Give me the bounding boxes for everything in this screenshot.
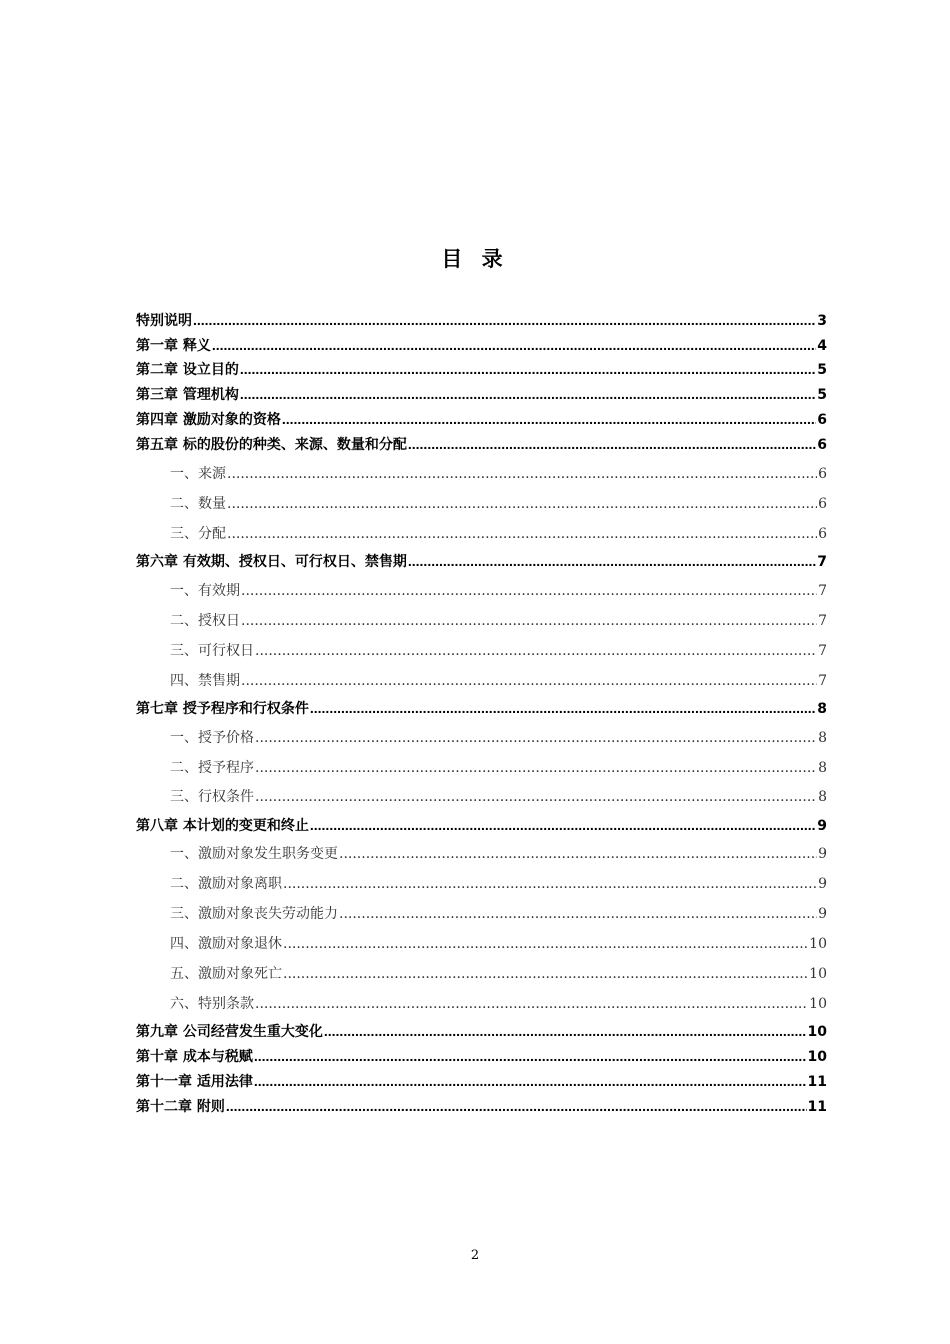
leader-dots — [283, 934, 808, 954]
toc-entry-label: 第十一章 适用法律 — [136, 1074, 253, 1090]
leader-dots — [255, 787, 817, 807]
leader-dots — [227, 464, 817, 484]
toc-entry-page: 8 — [817, 701, 827, 717]
leader-dots — [310, 698, 816, 718]
toc-entry-label: 第五章 标的股份的种类、来源、数量和分配 — [136, 437, 407, 453]
toc-entry-page: 11 — [807, 1074, 827, 1090]
toc-entry-label: 二、激励对象离职 — [170, 876, 282, 892]
toc-entry-label: 四、激励对象退休 — [170, 936, 282, 952]
toc-entry-page: 7 — [818, 613, 827, 629]
leader-dots — [226, 1096, 807, 1116]
toc-entry-page: 10 — [809, 966, 827, 982]
leader-dots — [241, 581, 817, 601]
toc-entry-special-notes[interactable] — [136, 310, 827, 331]
toc-entry-label: 三、激励对象丧失劳动能力 — [170, 906, 338, 922]
toc-subentry[interactable] — [170, 904, 827, 924]
leader-dots — [255, 994, 808, 1014]
leader-dots — [255, 641, 817, 661]
page-number: 2 — [470, 1248, 480, 1263]
toc-entry-page: 10 — [809, 996, 827, 1012]
leader-dots — [255, 728, 817, 748]
toc-entry-page: 6 — [818, 496, 827, 512]
toc-entry-label: 三、可行权日 — [170, 643, 254, 659]
toc-subentry[interactable] — [170, 494, 827, 514]
toc-entry-chapter-7[interactable] — [136, 698, 827, 719]
toc-subentry[interactable] — [170, 611, 827, 631]
toc-entry-chapter-12[interactable] — [136, 1096, 827, 1117]
toc-subentry[interactable] — [170, 874, 827, 894]
toc-entry-page: 3 — [817, 313, 827, 329]
toc-entry-label: 特别说明 — [136, 313, 192, 329]
toc-subentry[interactable] — [170, 581, 827, 601]
leader-dots — [227, 494, 817, 514]
toc-entry-label: 一、授予价格 — [170, 730, 254, 746]
toc-entry-page: 9 — [818, 876, 827, 892]
toc-entry-page: 8 — [818, 730, 827, 746]
toc-entry-label: 第四章 激励对象的资格 — [136, 412, 281, 428]
toc-subentry[interactable] — [170, 994, 827, 1014]
toc-entry-label: 第七章 授予程序和行权条件 — [136, 701, 309, 717]
toc-entry-page: 6 — [817, 412, 827, 428]
toc-subentry[interactable] — [170, 844, 827, 864]
toc-title: 目 录 — [441, 247, 509, 271]
toc-entry-chapter-1[interactable] — [136, 335, 827, 356]
toc-entry-label: 第六章 有效期、授权日、可行权日、禁售期 — [136, 554, 407, 570]
toc-entry-label: 第一章 释义 — [136, 338, 211, 354]
toc-entry-page: 9 — [818, 906, 827, 922]
leader-dots — [241, 671, 817, 691]
toc-entry-page: 5 — [817, 362, 827, 378]
toc-entry-label: 四、禁售期 — [170, 673, 240, 689]
toc-entry-label: 二、授权日 — [170, 613, 240, 629]
toc-entry-label: 第八章 本计划的变更和终止 — [136, 818, 309, 834]
leader-dots — [324, 1021, 807, 1041]
toc-entry-label: 第二章 设立目的 — [136, 362, 239, 378]
toc-entry-chapter-10[interactable] — [136, 1046, 827, 1067]
leader-dots — [283, 874, 817, 894]
leader-dots — [240, 359, 816, 379]
toc-entry-label: 一、来源 — [170, 466, 226, 482]
leader-dots — [254, 1071, 807, 1091]
toc-entry-chapter-5[interactable] — [136, 434, 827, 455]
leader-dots — [283, 964, 808, 984]
leader-dots — [241, 611, 817, 631]
leader-dots — [310, 815, 816, 835]
toc-entry-label: 第三章 管理机构 — [136, 387, 239, 403]
toc-entry-chapter-6[interactable] — [136, 551, 827, 572]
toc-entry-label: 三、分配 — [170, 526, 226, 542]
leader-dots — [408, 434, 816, 454]
toc-subentry[interactable] — [170, 758, 827, 778]
toc-subentry[interactable] — [170, 964, 827, 984]
toc-entry-chapter-11[interactable] — [136, 1071, 827, 1092]
toc-subentry[interactable] — [170, 524, 827, 544]
toc-entry-page: 10 — [807, 1024, 827, 1040]
toc-entry-label: 第九章 公司经营发生重大变化 — [136, 1024, 323, 1040]
toc-entry-page: 11 — [807, 1099, 827, 1115]
leader-dots — [227, 524, 817, 544]
toc-entry-label: 一、激励对象发生职务变更 — [170, 846, 338, 862]
toc-entry-page: 10 — [807, 1049, 827, 1065]
leader-dots — [339, 844, 817, 864]
toc-subentry[interactable] — [170, 728, 827, 748]
toc-entry-page: 10 — [809, 936, 827, 952]
toc-entry-label: 二、授予程序 — [170, 760, 254, 776]
toc-subentry[interactable] — [170, 934, 827, 954]
toc-entry-chapter-9[interactable] — [136, 1021, 827, 1042]
toc-entry-chapter-2[interactable] — [136, 359, 827, 380]
toc-subentry[interactable] — [170, 641, 827, 661]
leader-dots — [282, 409, 816, 429]
toc-entry-page: 7 — [818, 583, 827, 599]
toc-entry-page: 4 — [817, 338, 827, 354]
toc-entry-chapter-3[interactable] — [136, 384, 827, 405]
leader-dots — [255, 758, 817, 778]
leader-dots — [240, 384, 816, 404]
toc-entry-label: 一、有效期 — [170, 583, 240, 599]
toc-entry-chapter-8[interactable] — [136, 815, 827, 836]
toc-entry-label: 第十二章 附则 — [136, 1099, 225, 1115]
toc-entry-page: 7 — [818, 673, 827, 689]
toc-entry-label: 五、激励对象死亡 — [170, 966, 282, 982]
leader-dots — [408, 551, 816, 571]
toc-entry-page: 8 — [818, 760, 827, 776]
toc-entry-label: 第十章 成本与税赋 — [136, 1049, 253, 1065]
toc-entry-chapter-4[interactable] — [136, 409, 827, 430]
leader-dots — [212, 335, 816, 355]
toc-subentry[interactable] — [170, 787, 827, 807]
toc-entry-page: 6 — [818, 466, 827, 482]
leader-dots — [339, 904, 817, 924]
leader-dots — [193, 310, 816, 330]
toc-entry-page: 9 — [817, 818, 827, 834]
leader-dots — [254, 1046, 807, 1066]
table-of-contents — [136, 0, 827, 1344]
toc-entry-page: 6 — [817, 437, 827, 453]
toc-subentry[interactable] — [170, 671, 827, 691]
toc-entry-page: 7 — [818, 643, 827, 659]
toc-entry-page: 6 — [818, 526, 827, 542]
toc-entry-page: 5 — [817, 387, 827, 403]
toc-entry-page: 8 — [818, 789, 827, 805]
toc-entry-label: 六、特别条款 — [170, 996, 254, 1012]
toc-entry-label: 二、数量 — [170, 496, 226, 512]
toc-entry-label: 三、行权条件 — [170, 789, 254, 805]
toc-entry-page: 7 — [817, 554, 827, 570]
toc-entry-page: 9 — [818, 846, 827, 862]
toc-subentry[interactable] — [170, 464, 827, 484]
